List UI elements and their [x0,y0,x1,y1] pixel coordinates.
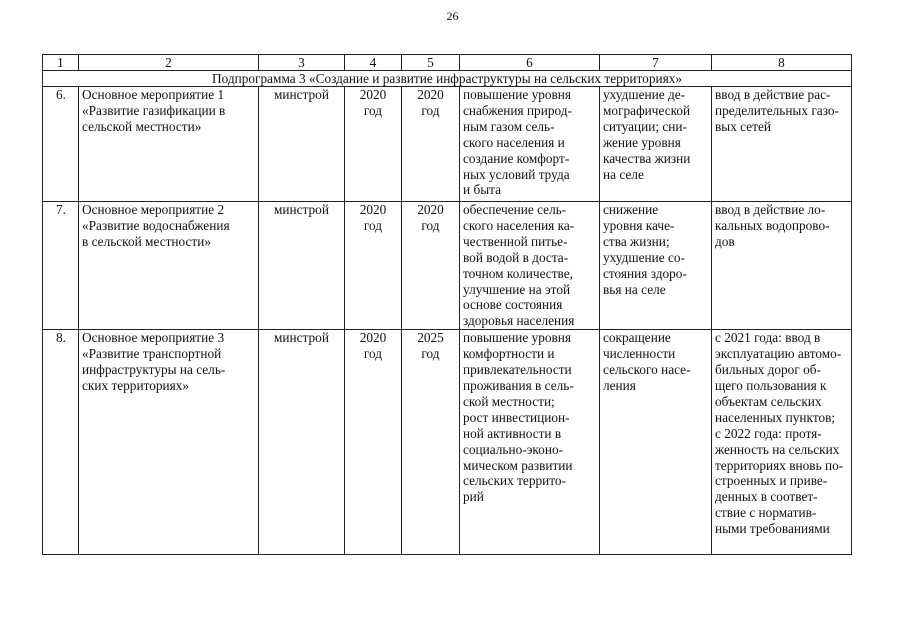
activity-name-line: «Развитие газификации в [82,102,226,118]
expected-result-line: социально-эконо- [463,441,564,457]
end-year-cell [402,87,460,202]
expected-result-line: основе состояния [463,297,563,313]
start-year-unit: год [363,346,383,362]
column-number: 5 [402,55,460,71]
column-number: 7 [600,55,712,71]
start-year-unit: год [363,102,383,118]
consequence-line: мографической [603,102,691,118]
start-year: 2020 [359,330,387,346]
executor: минстрой [274,202,329,217]
indicator-line: строенных и приве- [715,473,828,489]
indicator-line: населенных пунктов; [715,409,836,425]
expected-result-line: комфортности и [463,346,555,362]
consequence-cell [600,330,712,555]
executor: минстрой [274,87,329,102]
indicator-line: с 2022 года: протя- [715,425,822,441]
expected-result-line: ных условий труда [463,166,570,182]
expected-result-line: вой водой в доста- [463,249,569,265]
expected-result-line: ной активности в [463,425,562,441]
indicator-line: пределительных газо- [715,102,839,118]
activity-name-line: «Развитие транспортной [82,346,222,362]
column-number: 8 [712,55,852,71]
consequence-line: жение уровня [603,134,681,150]
consequence-line: вья на селе [603,281,666,297]
expected-result-line: сельских террито- [463,473,566,489]
expected-result-line: улучшение на этой [463,281,571,297]
column-number-row [43,55,852,71]
indicator-line: с 2021 года: ввод в [715,330,821,346]
expected-result-line: повышение уровня [463,87,572,102]
executor-cell [259,330,345,555]
indicator-line: ввод в действие рас- [715,87,831,102]
indicator-cell [712,87,852,202]
consequence-line: качества жизни [603,150,691,166]
activity-name-line: инфраструктуры на сель- [82,362,226,378]
expected-result-line: повышение уровня [463,330,572,346]
expected-result-cell [460,202,600,330]
column-number: 6 [460,55,600,71]
activity-name-cell [79,330,259,555]
table-row [43,330,852,555]
end-year: 2020 [417,202,444,217]
end-year: 2020 [417,87,444,102]
consequence-line: ситуации; сни- [603,118,687,134]
indicator-line: вых сетей [715,118,771,134]
consequence-line: на селе [603,166,644,182]
expected-result-line: снабжения природ- [463,102,572,118]
indicator-line: объектам сельских [715,393,822,409]
consequence-line: ления [603,377,636,393]
row-number: 6. [56,87,66,102]
activity-name-line: в сельской местности» [82,233,211,249]
end-year-unit: год [421,346,440,362]
activity-name-line: сельской местности» [82,118,202,134]
end-year-cell [402,202,460,330]
consequence-line: сокращение [603,330,671,346]
consequence-cell [600,87,712,202]
row-number-cell [43,330,79,555]
indicator-line: ввод в действие ло- [715,202,826,217]
expected-result-line: создание комфорт- [463,150,570,166]
table-row [43,87,852,202]
executor-cell [259,87,345,202]
consequence-line: ухудшение со- [603,249,685,265]
indicator-line: территориях вновь по- [715,457,844,473]
start-year-cell [345,87,402,202]
row-number-cell [43,87,79,202]
expected-result-line: здоровья населения [463,313,575,329]
expected-result-line: мическом развитии [463,457,573,473]
indicator-cell [712,330,852,555]
consequence-line: снижение [603,202,659,217]
activity-name-line: ских территориях» [82,377,190,393]
expected-result-line: проживания в сель- [463,377,574,393]
indicator-line: дов [715,233,735,249]
expected-result-line: и быта [463,182,502,198]
activity-name-line: Основное мероприятие 1 [82,87,225,102]
start-year: 2020 [359,87,387,102]
column-number: 1 [43,55,79,71]
indicator-line: щего пользования к [715,377,827,393]
subprogram-row [43,71,852,87]
expected-result-cell [460,87,600,202]
expected-result-line: ской местности; [463,393,555,409]
expected-result-line: ского населения и [463,134,565,150]
expected-result-line: рост инвестицион- [463,409,570,425]
expected-result-line: чественной питье- [463,233,568,249]
page-number: 26 [446,9,459,23]
consequence-line: стояния здоро- [603,265,687,281]
start-year-cell [345,202,402,330]
end-year-cell [402,330,460,555]
consequence-line: ухудшение де- [603,87,686,102]
indicator-line: бильных дорог об- [715,362,821,378]
subprogram-title: Подпрограмма 3 «Создание и развитие инфраструктуры на сельских территориях» [43,71,852,87]
indicator-line: эксплуатацию автомо- [715,346,842,362]
executor-cell [259,202,345,330]
expected-result-line: ным газом сель- [463,118,555,134]
consequence-cell [600,202,712,330]
row-number: 7. [56,202,66,217]
activity-name-line: Основное мероприятие 2 [82,202,225,217]
expected-result-line: точном количестве, [463,265,573,281]
row-number-cell [43,202,79,330]
activity-name-cell [79,202,259,330]
consequence-line: ства жизни; [603,233,670,249]
activity-name-line: «Развитие водоснабжения [82,217,230,233]
indicator-line: женность на сельских [715,441,840,457]
column-number: 2 [79,55,259,71]
activity-name-line: Основное мероприятие 3 [82,330,225,346]
indicator-line: кальных водопрово- [715,217,830,233]
indicator-line: денных в соответ- [715,489,818,505]
end-year: 2025 [417,330,444,346]
expected-result-line: обеспечение сель- [463,202,567,217]
expected-result-line: ского населения ка- [463,217,575,233]
indicator-cell [712,202,852,330]
column-number: 4 [345,55,402,71]
start-year: 2020 [359,202,387,217]
indicator-line: ными требованиями [715,521,830,537]
consequence-line: уровня каче- [603,217,675,233]
end-year-unit: год [421,217,440,233]
column-number: 3 [259,55,345,71]
activities-table [42,54,852,555]
start-year-cell [345,330,402,555]
row-number: 8. [56,330,66,346]
expected-result-line: рий [463,489,484,505]
consequence-line: численности [603,346,676,362]
start-year-unit: год [363,217,383,233]
expected-result-cell [460,330,600,555]
table-row [43,202,852,330]
end-year-unit: год [421,102,440,118]
consequence-line: сельского насе- [603,362,691,378]
indicator-line: ствие с норматив- [715,505,817,521]
expected-result-line: привлекательности [463,362,572,378]
executor: минстрой [274,330,329,346]
activity-name-cell [79,87,259,202]
